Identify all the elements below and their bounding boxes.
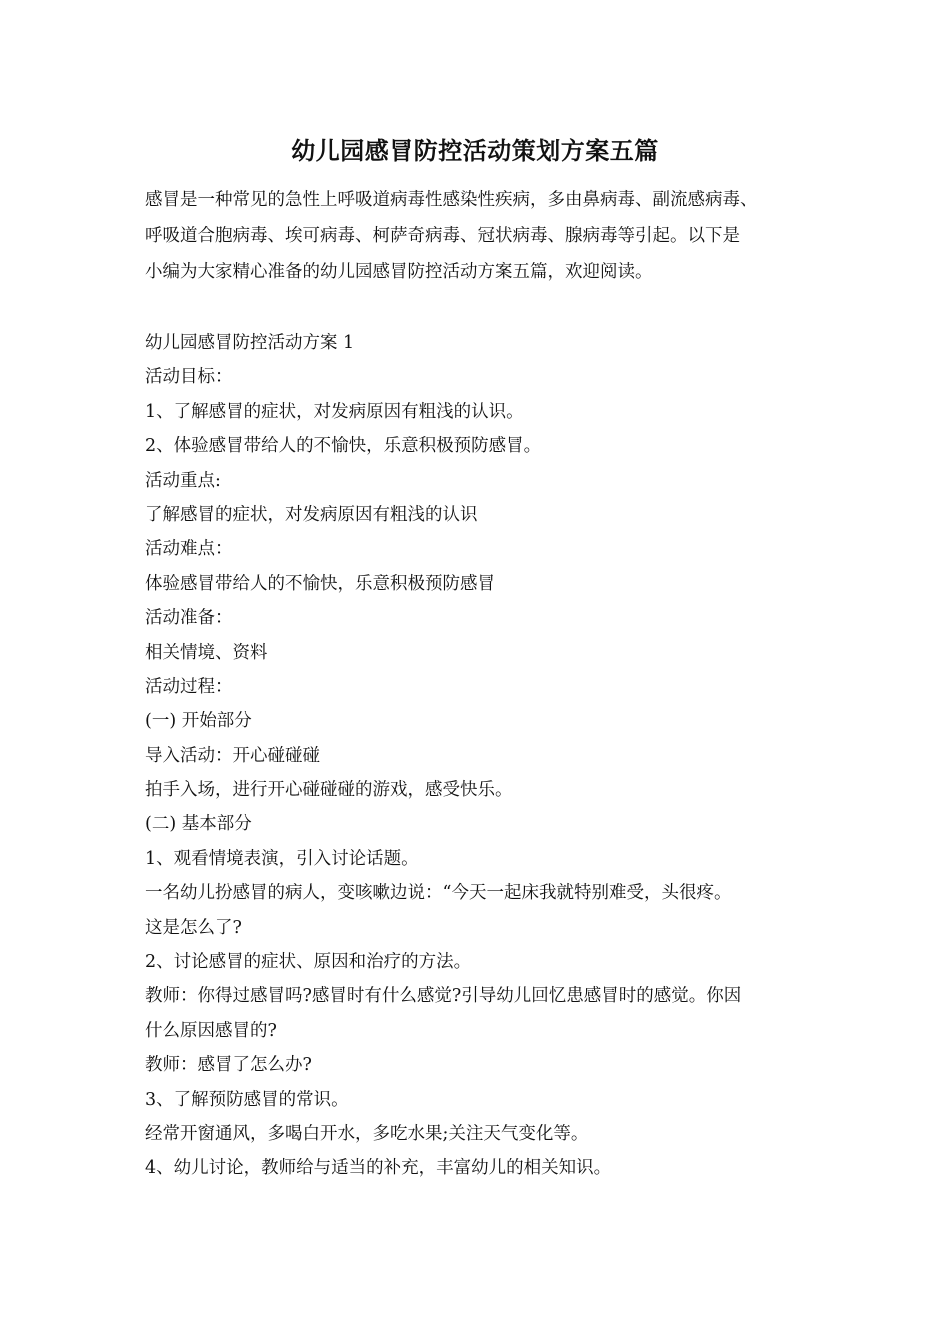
body-line: 活动准备： bbox=[145, 608, 233, 629]
body-line: (二) 基本部分 bbox=[145, 814, 252, 835]
body-line: 什么原因感冒的? bbox=[145, 1020, 277, 1041]
body-line: 4、幼儿讨论，教师给与适当的补充，丰富幼儿的相关知识。 bbox=[145, 1158, 612, 1179]
body-line: 教师：感冒了怎么办? bbox=[145, 1055, 312, 1076]
body-line: 2、讨论感冒的症状、原因和治疗的方法。 bbox=[145, 952, 472, 973]
document-title: 幼儿园感冒防控活动策划方案五篇 bbox=[291, 136, 659, 165]
body-line: 活动目标： bbox=[145, 367, 233, 388]
body-line: 活动重点: bbox=[145, 470, 221, 491]
body-line: 相关情境、资料 bbox=[145, 642, 268, 663]
body-line: 1、观看情境表演，引入讨论话题。 bbox=[145, 848, 419, 869]
body-line: 拍手入场，进行开心碰碰碰的游戏，感受快乐。 bbox=[145, 780, 513, 801]
body-line: 2、体验感冒带给人的不愉快，乐意积极预防感冒。 bbox=[145, 436, 542, 457]
body-line: 1、了解感冒的症状，对发病原因有粗浅的认识。 bbox=[145, 401, 524, 422]
body-line: 了解感冒的症状，对发病原因有粗浅的认识 bbox=[145, 504, 478, 525]
body-line: (一) 开始部分 bbox=[145, 711, 252, 732]
intro-line: 感冒是一种常见的急性上呼吸道病毒性感染性疾病，多由鼻病毒、副流感病毒、 bbox=[145, 190, 758, 210]
body-line: 活动难点： bbox=[145, 539, 233, 560]
body-line: 3、了解预防感冒的常识。 bbox=[145, 1089, 349, 1110]
body-line: 这是怎么了? bbox=[145, 917, 242, 938]
body-line: 体验感冒带给人的不愉快，乐意积极预防感冒 bbox=[145, 573, 495, 594]
intro-paragraph bbox=[145, 182, 835, 290]
intro-line: 小编为大家精心准备的幼儿园感冒防控活动方案五篇，欢迎阅读。 bbox=[145, 262, 653, 282]
section-heading: 幼儿园感冒防控活动方案 1 bbox=[145, 333, 355, 353]
intro-line: 呼吸道合胞病毒、埃可病毒、柯萨奇病毒、冠状病毒、腺病毒等引起。以下是 bbox=[145, 226, 740, 246]
body-line: 教师：你得过感冒吗?感冒时有什么感觉?引导幼儿回忆患感冒时的感觉。你因 bbox=[145, 986, 742, 1007]
document-body bbox=[145, 326, 835, 1186]
body-line: 一名幼儿扮感冒的病人，变咳嗽边说：“今天一起床我就特别难受，头很疼。 bbox=[145, 883, 732, 904]
body-line: 导入活动：开心碰碰碰 bbox=[145, 745, 320, 766]
body-line: 经常开窗通风，多喝白开水，多吃水果;关注天气变化等。 bbox=[145, 1123, 589, 1144]
body-line: 活动过程： bbox=[145, 676, 233, 697]
